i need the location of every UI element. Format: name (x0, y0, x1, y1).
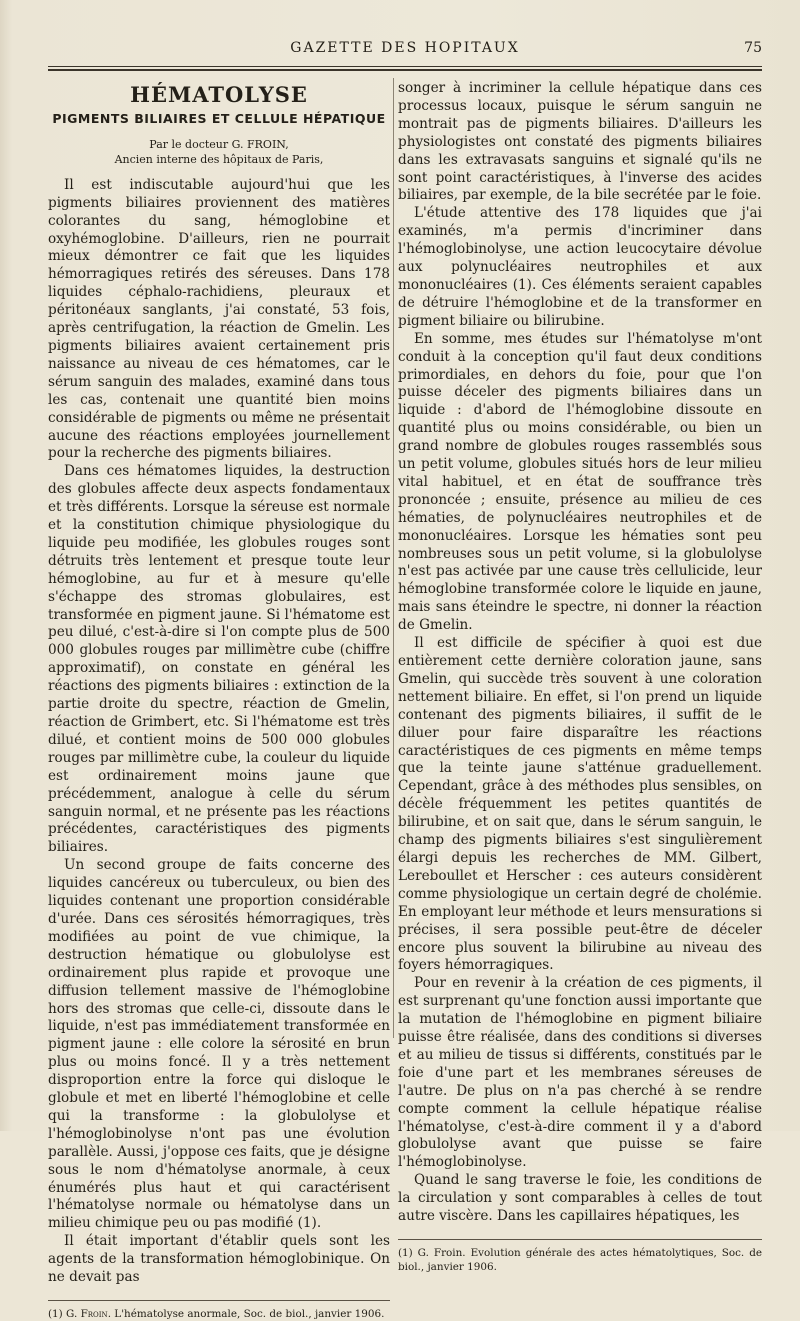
header-rule (48, 66, 762, 67)
article-subtitle: PIGMENTS BILIAIRES ET CELLULE HÉPATIQUE (52, 110, 386, 126)
header-rule-thick (48, 69, 762, 71)
left-column (48, 80, 390, 1321)
right-paragraph-2: L'étude attentive des 178 liquides que j'ai examinés, m'a permis d'incriminer dans l'hémoglobinolyse, une action leucocytaire dévolue aux polynucléaires neutrophiles et aux mononucléaires (1). Ces éléments seraient capables de détruire l'hémoglobine et de la transformer en pigment biliaire ou bilirubine. (398, 205, 762, 329)
right-column (398, 80, 762, 1274)
footnote-left: (1) G. Froin. L'hématolyse anormale, Soc. de biol., janvier 1906. (48, 1308, 385, 1320)
footnote-rule-right (398, 1239, 762, 1240)
right-paragraph-5: Pour en revenir à la création de ces pigments, il est surprenant qu'une fonction aussi importante que la mutation de l'hémoglobine en pigment biliaire puisse être réalisée, dans des conditions si diverses et au milieu de tissus si différents, constitués par le foie d'une part et les membranes séreuses de l'autre. De plus on n'a pas cherché à se rendre compte comment la cellule hépatique réalise l'hématolyse, c'est-à-dire comment il y a d'abord globulolyse avant que puisse se faire l'hémoglobinolyse. (398, 975, 762, 1171)
page-header (48, 40, 762, 62)
footnote-right: (1) G. Froin. Evolution générale des actes hématolytiques, Soc. de biol., janvier 1906. (398, 1247, 762, 1273)
footnote-rule-left (48, 1300, 390, 1301)
byline: Par le docteur G. FROIN, (149, 137, 289, 151)
affiliation: Ancien interne des hôpitaux de Paris, (114, 152, 324, 166)
page-number: 75 (744, 40, 762, 56)
left-paragraph-4: Il était important d'établir quels sont les agents de la transformation hémoglobinique. On ne devait pas (48, 1233, 390, 1286)
article-title: HÉMATOLYSE (130, 82, 308, 107)
left-paragraph-1: Il est indiscutable aujourd'hui que les pigments biliaires proviennent des matières colorantes du sang, hémoglobine et oxyhémoglobine. D'ailleurs, rien ne pourrait mieux démontrer ce fait que les liquides hémorragiques retirés des séreuses. Dans 178 liquides céphalo-rachidiens, pleuraux et péritonéaux sanglants, j'ai constaté, 53 fois, après centrifugation, la réaction de Gmelin. Les pigments biliaires avaient certainement pris naissance au niveau de ces hématomes, car le sérum sanguin des malades, examiné dans tous les cas, contenait une quantité bien moins considérable de pigments ou même ne présentait aucune des réactions employées journellement pour la recherche des pigments biliaires. (48, 176, 390, 462)
left-paragraph-3: Un second groupe de faits concerne des liquides cancéreux ou tuberculeux, ou bien des liquides contenant une proportion considérable d'urée. Dans ces sérosités hémorragiques, très modifiées au point de vue chimique, la destruction hématique ou globulolyse est ordinairement plus rapide et provoque une diffusion tellement massive de l'hémoglobine hors des stromas que celle-ci, dissoute dans le liquide, n'est pas immédiatement transformée en pigment jaune : elle colore la sérosité en brun plus ou moins foncé. Il y a très nettement disproportion entre la force qui disloque le globule et met en liberté l'hémoglobine et celle qui la transforme : la globulolyse et l'hémoglobinolyse n'ont pas une évolution parallèle. Aussi, j'oppose ces faits, que je désigne sous le nom d'hématolyse anormale, à ceux énumérés plus haut et qui caractérisent l'hématolyse normale ou hématolyse dans un milieu chimique peu ou pas modifié (1). (48, 857, 390, 1232)
column-divider (393, 78, 394, 1038)
footnote-author: G. Froin (66, 1308, 108, 1320)
right-paragraph-4: Il est difficile de spécifier à quoi est due entièrement cette dernière coloration jaune, sans Gmelin, qui succède très souvent à une coloration nettement biliaire. En effet, si l'on prend un liquide contenant des pigments biliaires, il suffit de le diluer pour faire disparaître les réactions caractéristiques de ces pigments en même temps que la teinte jaune s'atténue graduellement. Cependant, grâce à des méthodes plus sensibles, on décèle fréquemment les petites quantités de bilirubine, et on sait que, dans le sérum sanguin, le champ des pigments biliaires s'est singulièrement élargi depuis les recherches de MM. Gilbert, Lereboullet et Herscher : ces auteurs considèrent comme physiologique un certain degré de cholémie. En employant leur méthode et leurs mensurations si précises, il sera possible peut-être de déceler encore plus souvent la bilirubine au niveau des foyers hémorragiques. (398, 635, 762, 974)
left-paragraph-2: Dans ces hématomes liquides, la destruction des globules affecte deux aspects fondamentaux et très différents. Lorsque la séreuse est normale et la constitution chimique physiologique du liquide peu modifiée, les globules rouges sont détruits très lentement et presque toute leur hémoglobine, au fur et à mesure qu'elle s'échappe des stromas globulaires, est transformée en pigment jaune. Si l'hématome est peu dilué, c'est-à-dire si l'on compte plus de 500 000 globules rouges par millimètre cube (chiffre approximatif), on constate en général les réactions des pigments biliaires : extinction de la partie droite du spectre, réaction de Gmelin, réaction de Grimbert, etc. Si l'hématome est très dilué, et contient moins de 500 000 globules rouges par millimètre cube, la couleur du liquide est ordinairement moins jaune que précédemment, analogue à celle du sérum sanguin normal, et ne présente pas les réactions précédentes, caractéristiques des pigments biliaires. (48, 463, 390, 856)
right-paragraph-6: Quand le sang traverse le foie, les conditions de la circulation y sont comparables à celles de tout autre viscère. Dans les capillaires hépatiques, les (398, 1172, 762, 1225)
running-title: GAZETTE DES HOPITAUX (290, 40, 520, 56)
right-paragraph-3: En somme, mes études sur l'hématolyse m'ont conduit à la conception qu'il faut deux conditions primordiales, en dehors du foie, pour que l'on puisse déceler des pigments biliaires dans un liquide : d'abord de l'hémoglobine dissoute en quantité plus ou moins considérable, ou bien un grand nombre de globules rouges rassemblés sous un petit volume, globules situés hors de leur milieu vital habituel, et en état de souffrance très prononcée ; ensuite, présence au milieu de ces hématies, de polynucléaires neutrophiles et de mononucléaires. Lorsque les hématies sont peu nombreuses sous un petit volume, si la globulolyse n'est pas activée par une cause très cellulicide, leur hémoglobine transformée colore le liquide en jaune, mais sans éteindre le spectre, ni donner la réaction de Gmelin. (398, 330, 762, 634)
right-paragraph-1: songer à incriminer la cellule hépatique dans ces processus locaux, puisque le sérum sanguin ne montrait pas de pigments biliaires. D'ailleurs les physiologistes ont constaté des pigments biliaires dans les extravasats sanguins et signalé qu'ils ne sont point caractéristiques, à l'inverse des acides biliaires, par exemple, de la bile secrétée par le foie. (398, 80, 762, 204)
